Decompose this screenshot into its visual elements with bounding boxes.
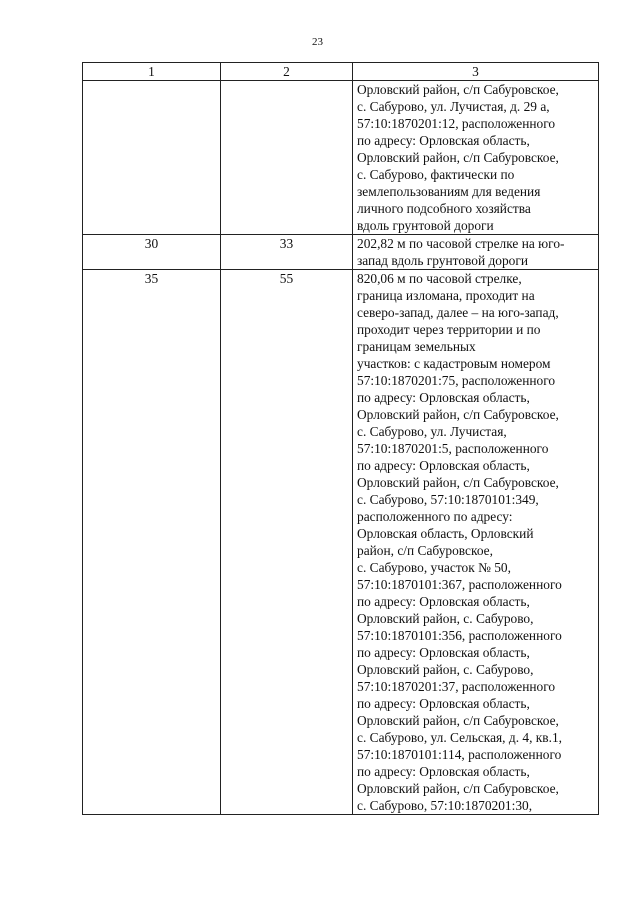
column-header-2: 2 <box>221 63 353 81</box>
description-cell: Орловский район, с/п Сабуровское, с. Сабурово, ул. Лучистая, д. 29 а, 57:10:1870201:12, расположенного по адресу: Орловская область, Орловский район, с/п Сабуровское, с. Сабурово, фактически по землепользованиям для ведения личного подсобного хозяйства вдоль грунтовой дороги <box>353 81 599 235</box>
table-row <box>83 81 599 235</box>
to-point-cell: 55 <box>221 270 353 815</box>
to-point-cell: 33 <box>221 235 353 270</box>
table-row <box>83 235 599 270</box>
description-cell: 820,06 м по часовой стрелке, граница изломана, проходит на северо-запад, далее – на юго-запад, проходит через территории и по границам земельных участков: с кадастровым номером 57:10:1870201:75, расположенного по адресу: Орловская область, Орловский район, с/п Сабуровское, с. Сабурово, ул. Лучистая, 57:10:1870201:5, расположенного по адресу: Орловская область, Орловский район, с/п Сабуровское, с. Сабурово, 57:10:1870101:349, расположенного по адресу: Орловская область, Орловский район, с/п Сабуровское, с. Сабурово, участок № 50, 57:10:1870101:367, расположенного по адресу: Орловская область, Орловский район, с. Сабурово, 57:10:1870101:356, расположенного по адресу: Орловская область, Орловский район, с. Сабурово, 57:10:1870201:37, расположенного по адресу: Орловская область, Орловский район, с/п Сабуровское, с. Сабурово, ул. Сельская, д. 4, кв.1, 57:10:1870101:114, расположенного по адресу: Орловская область, Орловский район, с/п Сабуровское, с. Сабурово, 57:10:1870201:30, <box>353 270 599 815</box>
table-header-row <box>83 63 599 81</box>
column-header-1: 1 <box>83 63 221 81</box>
from-point-cell: 30 <box>83 235 221 270</box>
table-row <box>83 270 599 815</box>
description-cell: 202,82 м по часовой стрелке на юго- запад вдоль грунтовой дороги <box>353 235 599 270</box>
boundary-description-table <box>82 62 599 815</box>
from-point-cell: 35 <box>83 270 221 815</box>
from-point-cell <box>83 81 221 235</box>
column-header-3: 3 <box>353 63 599 81</box>
page-number: 23 <box>312 36 323 48</box>
to-point-cell <box>221 81 353 235</box>
